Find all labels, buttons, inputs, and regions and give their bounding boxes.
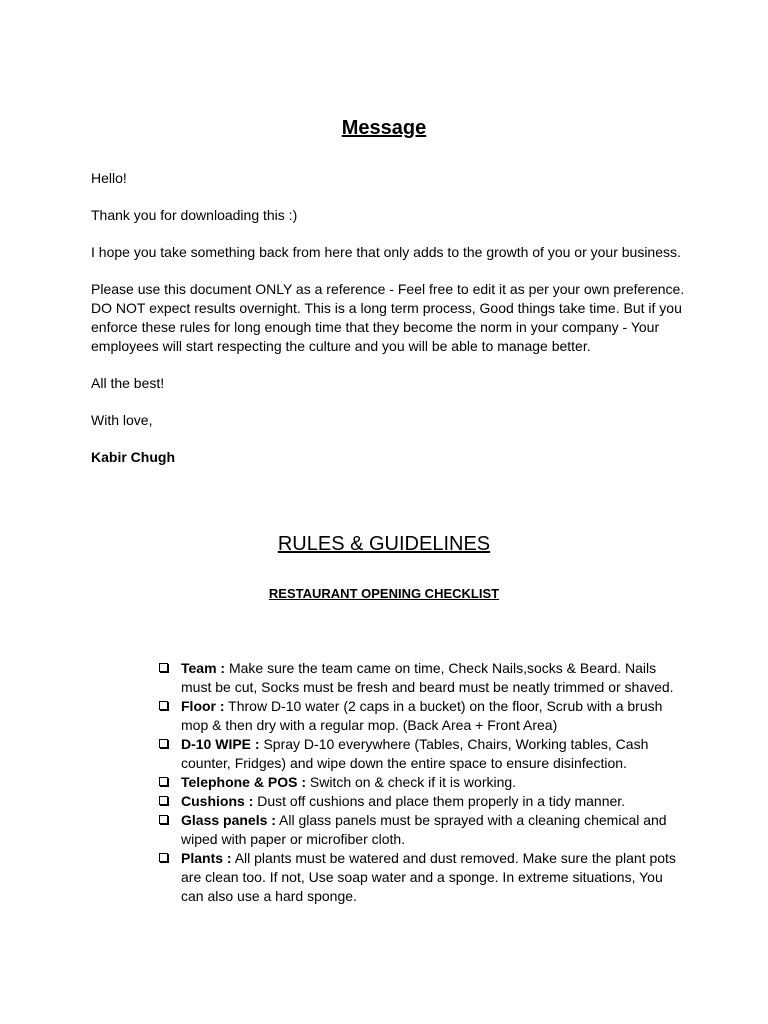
checklist-item-label: Telephone & POS : [181,774,306,790]
checklist-item-plants [159,849,679,906]
message-hope: I hope you take something back from here that only adds to the growth of you or your business. [91,244,681,260]
checklist-item-label: Team : [181,660,226,676]
checkbox-bullet-icon [159,815,168,824]
checklist-item-floor [159,697,679,735]
checklist-item-glass-panels [159,811,679,849]
checklist-item-cushions [159,792,679,811]
checklist-item-text: Make sure the team came on time, Check Nails,socks & Beard. Nails must be cut, Socks must be fresh and beard must be neatly trimmed or shaved. [181,660,674,695]
checklist-item-telephone-pos [159,773,679,792]
checklist-item-label: D-10 WIPE : [181,736,260,752]
message-thanks: Thank you for downloading this :) [91,207,298,223]
checklist-item-text: Throw D-10 water (2 caps in a bucket) on the floor, Scrub with a brush mop & then dry with a regular mop. (Back Area + Front Area) [181,698,663,733]
checklist-item-text: Switch on & check if it is working. [305,774,517,790]
message-body [91,169,691,485]
checklist-item-text: All glass panels must be sprayed with a cleaning chemical and wiped with paper or microfiber cloth. [181,812,667,847]
checkbox-bullet-icon [159,796,168,805]
message-greeting: Hello! [91,170,127,186]
checkbox-bullet-icon [159,739,168,748]
opening-checklist [159,659,679,906]
checklist-item-text: All plants must be watered and dust removed. Make sure the plant pots are clean too. If not, Use soap water and a sponge. In extreme situations, You can also use a hard sponge. [181,850,676,904]
message-reference: Please use this document ONLY as a reference - Feel free to edit it as per your own preference. DO NOT expect results overnight. This is a long term process, Good things take time. But if you enforce these rules for long enough time that they become the norm in your company - Your employees will start respecting the culture and you will be able to manage better. [91,281,685,354]
checkbox-bullet-icon [159,701,168,710]
message-signature: Kabir Chugh [91,449,175,465]
rules-heading: RULES & GUIDELINES [277,533,491,555]
checklist-item-label: Plants : [181,850,232,866]
checklist-item-d10-wipe [159,735,679,773]
checkbox-bullet-icon [159,777,168,786]
checklist-item-label: Glass panels : [181,812,276,828]
checklist-item-text: Spray D-10 everywhere (Tables, Chairs, Working tables, Cash counter, Fridges) and wipe down the entire space to ensure disinfection. [181,736,649,771]
checkbox-bullet-icon [159,853,168,862]
checklist-item-label: Floor : [181,698,225,714]
message-title: Message [341,117,427,139]
checklist-item-team [159,659,679,697]
checkbox-bullet-icon [159,663,168,672]
message-best: All the best! [91,375,165,391]
checklist-item-text: Dust off cushions and place them properly in a tidy manner. [253,793,626,809]
checklist-heading: RESTAURANT OPENING CHECKLIST [268,586,500,601]
message-closing: With love, [91,412,153,428]
checklist-item-label: Cushions : [181,793,254,809]
